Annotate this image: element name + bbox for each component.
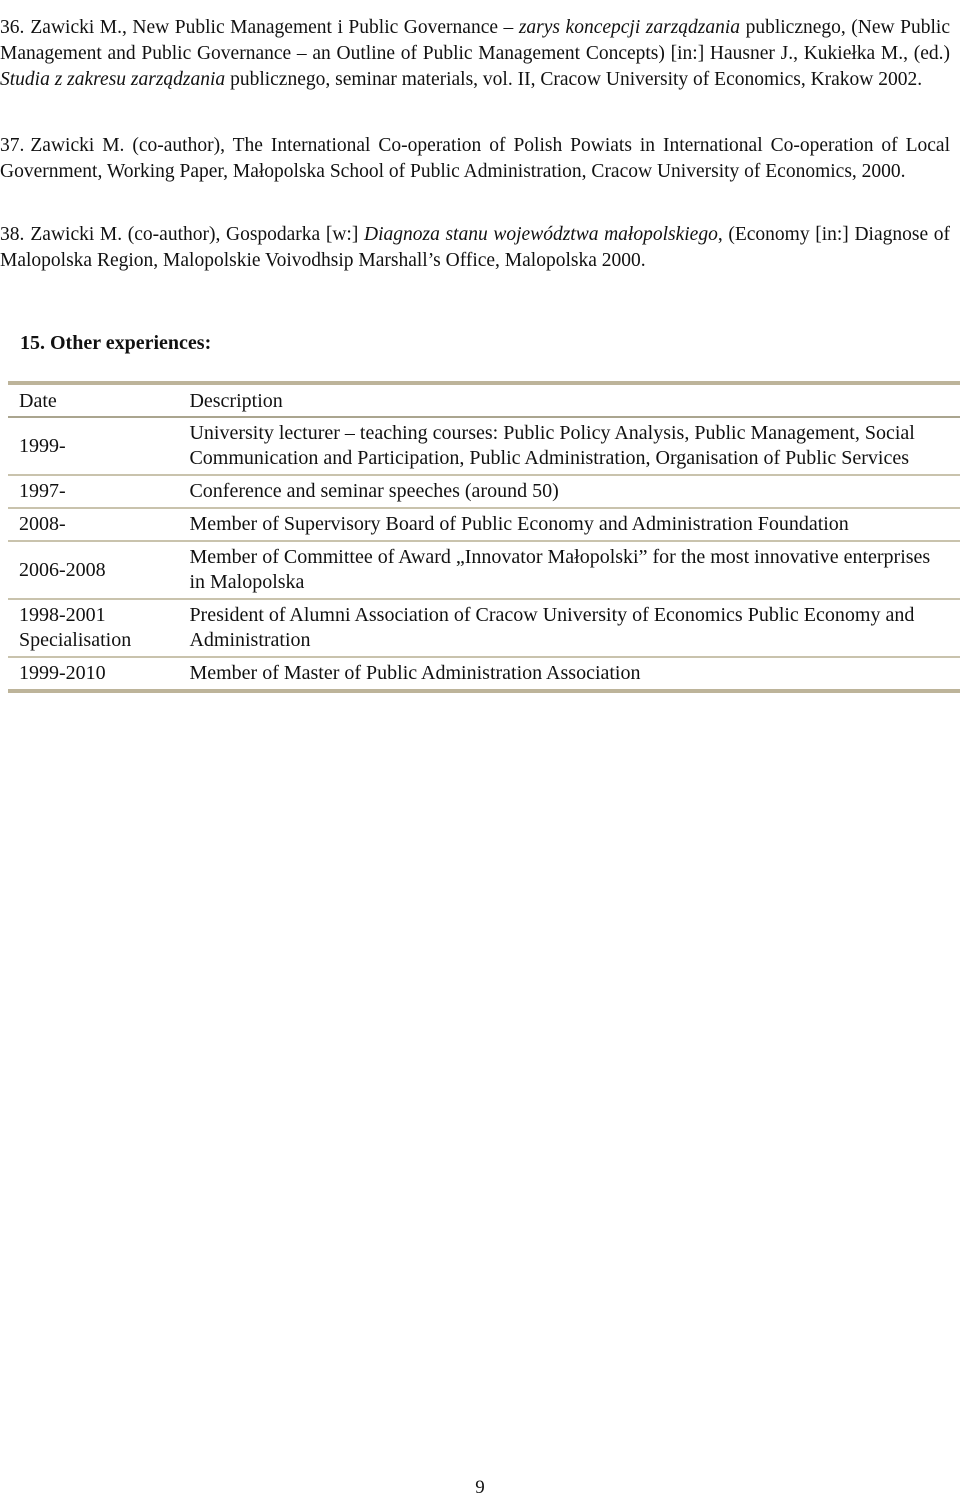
row-description: Member of Supervisory Board of Public Economy and Administration Foundation [178, 508, 960, 541]
reference-38 [0, 222, 950, 274]
reference-text: (co-author), Gospodarka [w:] [122, 223, 364, 245]
experiences-table-wrapper [8, 381, 960, 693]
experiences-table [8, 381, 960, 693]
reference-author: Zawicki M. [30, 134, 125, 156]
reference-number: 37. [0, 134, 25, 156]
reference-number: 38. [0, 223, 25, 245]
reference-italic-text-2: Studia z zakresu zarządzania [0, 68, 226, 90]
page-number: 9 [475, 1477, 485, 1498]
row-date: 2006-2008 [8, 541, 178, 599]
section-heading: 15. Other experiences: [20, 332, 212, 354]
reference-37 [0, 133, 950, 185]
row-date: 1999- [8, 417, 178, 475]
row-description: Member of Master of Public Administration Association [178, 657, 960, 691]
reference-author: Zawicki M. [30, 223, 123, 245]
table-row [8, 657, 960, 691]
table-row [8, 475, 960, 508]
row-date: 1997- [8, 475, 178, 508]
reference-italic-text: Diagnoza stanu województwa małopolskiego [363, 223, 718, 245]
reference-italic-text: zarys koncepcji zarządzania [518, 16, 741, 38]
reference-text-end: publicznego, seminar materials, vol. II, Cracow University of Economics, Krakow 2002. [225, 68, 923, 90]
reference-text: (co-author), The International Co-operation of Polish Powiats in International Co-operation of Local Government, Working Paper, Małopolska School of Public Administration, Cracow University of Economics, 2000. [0, 134, 950, 182]
row-date: 1998-2001 Specialisation [8, 599, 178, 657]
row-description: Member of Committee of Award „Innovator Małopolski” for the most innovative enterprises in Malopolska [178, 541, 960, 599]
row-date: 2008- [8, 508, 178, 541]
table-row [8, 599, 960, 657]
table-row [8, 541, 960, 599]
row-description: President of Alumni Association of Cracow University of Economics Public Economy and Administration [178, 599, 960, 657]
row-description: University lecturer – teaching courses: Public Policy Analysis, Public Management, Social Communication and Participation, Public Administration, Organisation of Public Services [178, 417, 960, 475]
reference-author: Zawicki M. [30, 16, 123, 38]
reference-text: , New Public Management i Public Governance – [122, 16, 519, 38]
reference-number: 36. [0, 16, 25, 38]
row-description: Conference and seminar speeches (around 50) [178, 475, 960, 508]
header-date: Date [8, 383, 178, 417]
reference-text-continued: publicznego, (New Public Management and Public Governance – an Outline of Public Management Concepts) [in:] Hausner J., Kukiełka M., (ed.) [0, 16, 950, 64]
row-date: 1999-2010 [8, 657, 178, 691]
table-header-row [8, 383, 960, 417]
reference-text-continued: , (Economy [in:] Diagnose of Malopolska Region, Malopolskie Voivodhsip Marshall’s Office, Malopolska 2000. [0, 223, 950, 271]
header-description: Description [178, 383, 960, 417]
table-row [8, 508, 960, 541]
table-row [8, 417, 960, 475]
reference-36 [0, 15, 950, 93]
